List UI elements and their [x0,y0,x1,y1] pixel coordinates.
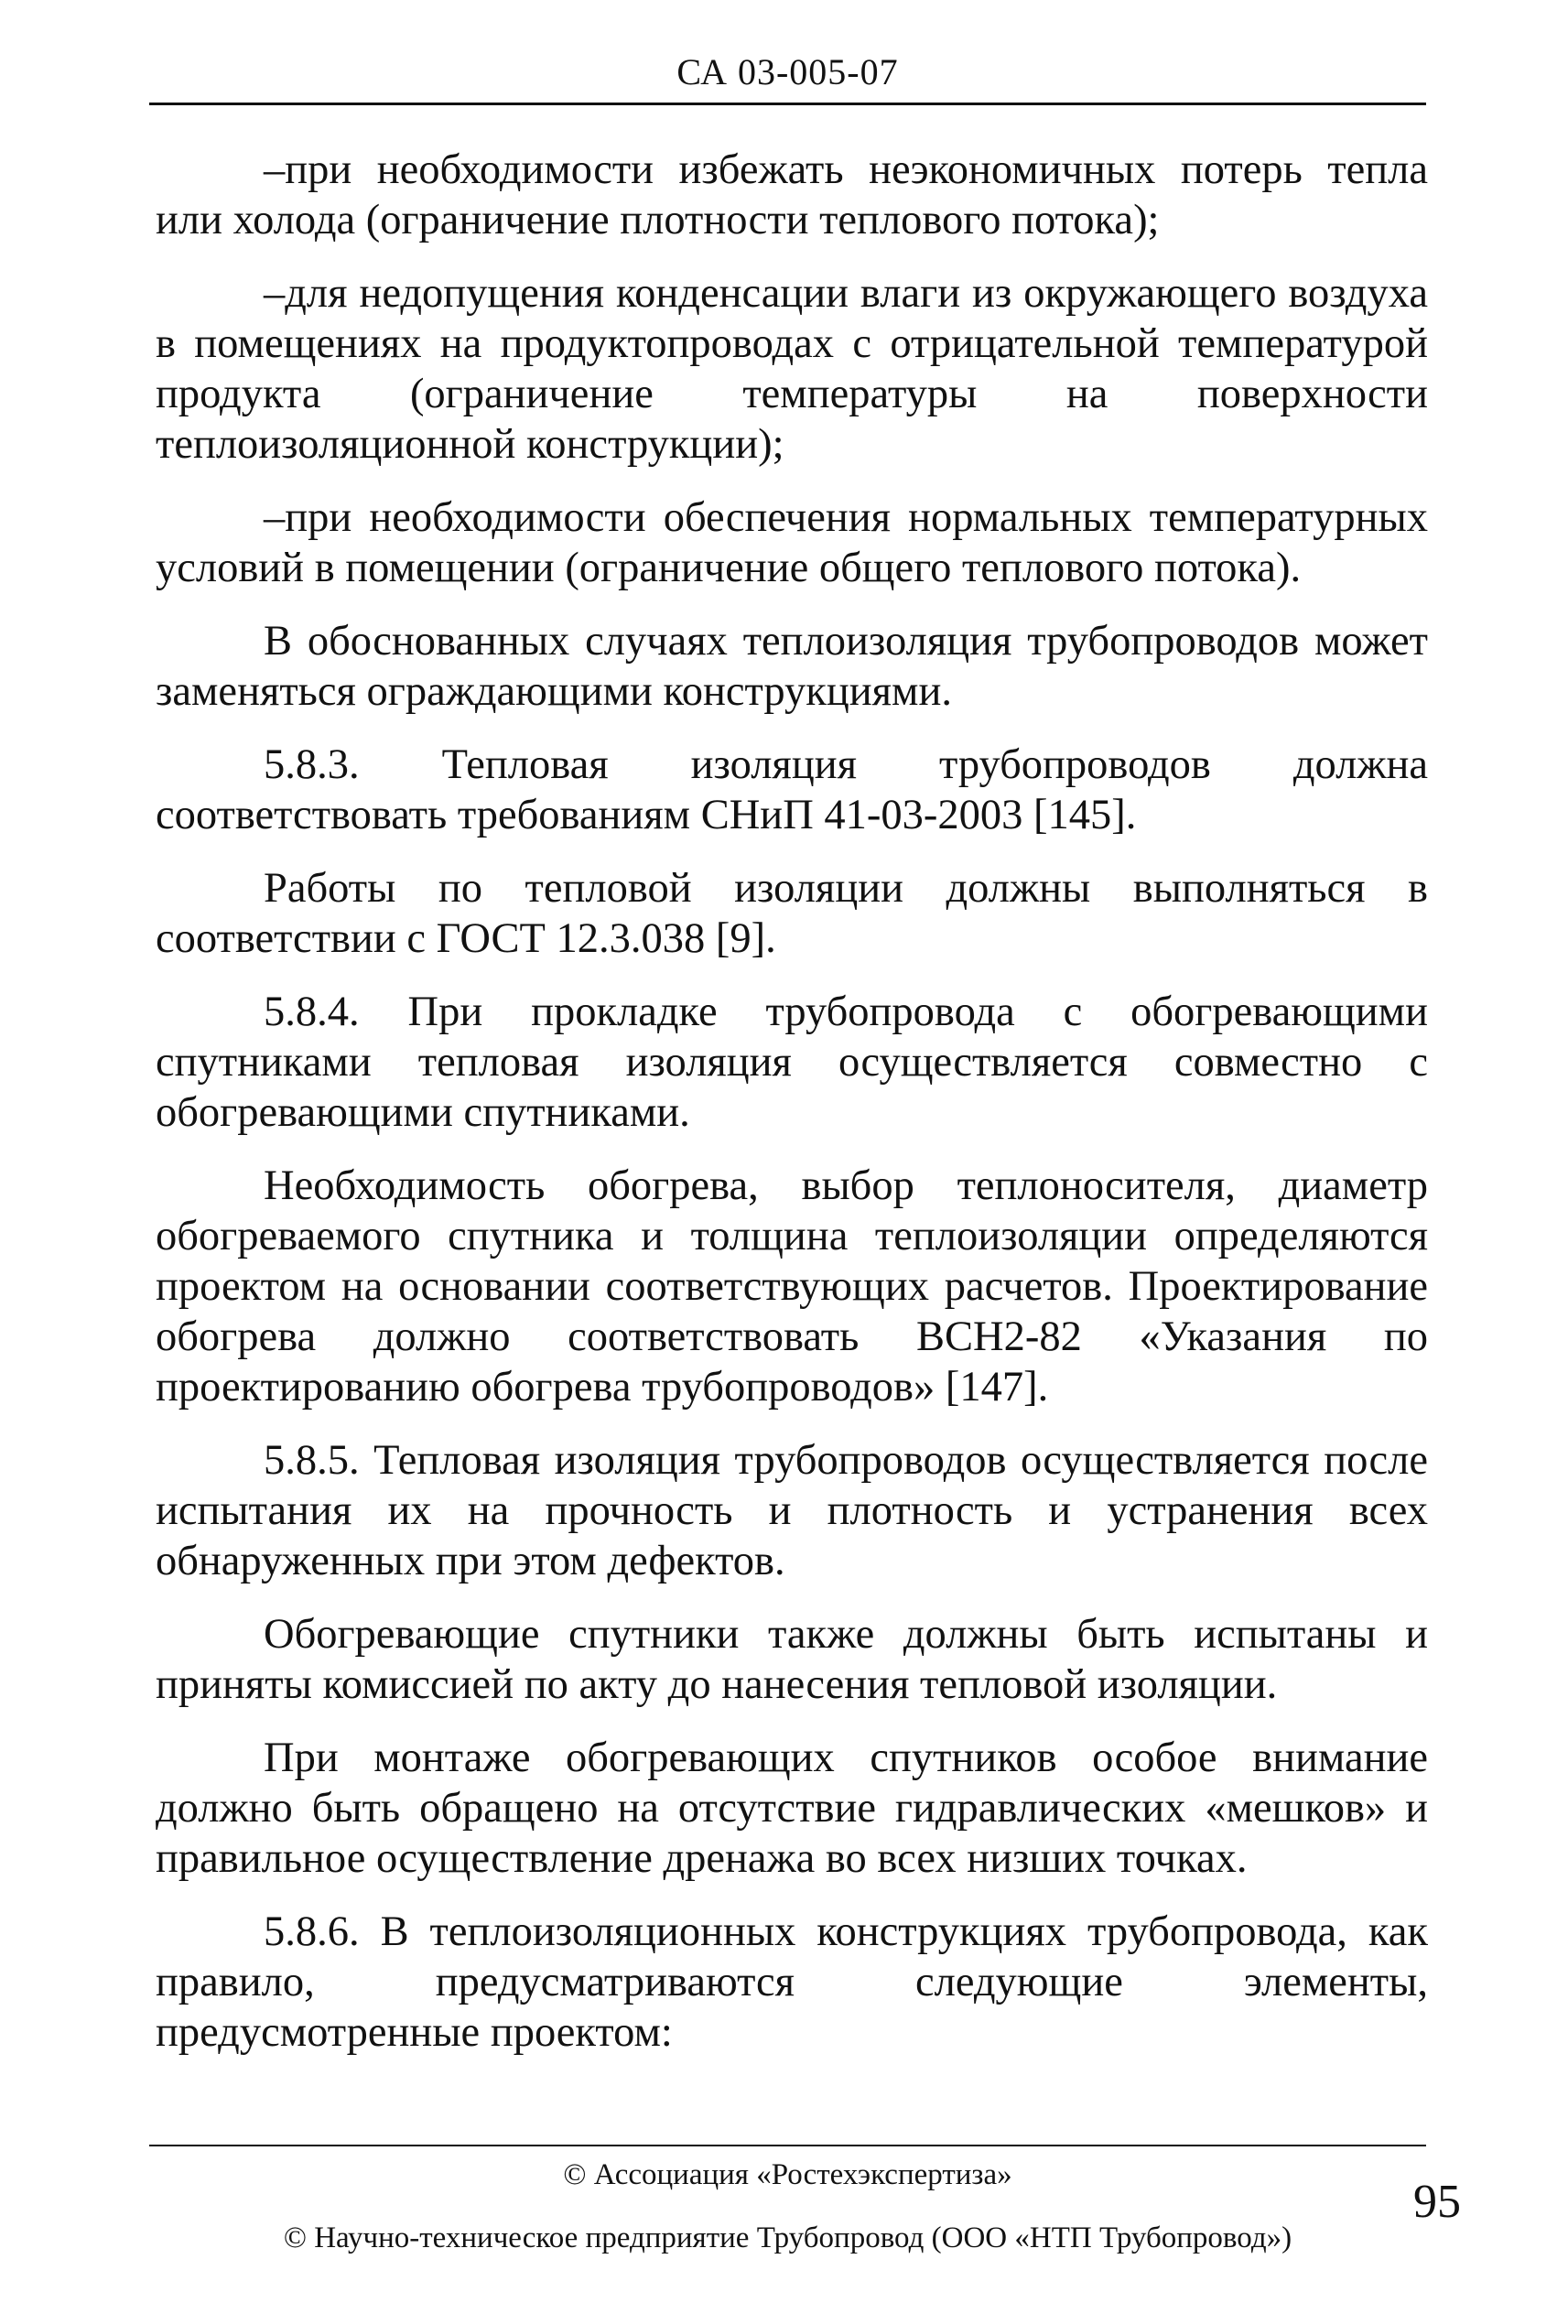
body-paragraph: Обогревающие спутники также должны быть испытаны и приняты комиссией по акту до нанесения тепловой изоляции. [156,1611,1428,1708]
section-paragraph-5-8-6: 5.8.6. В теплоизоляционных конструкциях трубопровода, как правило, предусматриваются следующие элементы, предусмотренные проектом: [156,1908,1428,2056]
list-item-paragraph: –для недопущения конденсации влаги из окружающего воздуха в помещениях на продуктопроводах с отрицательной температурой продукта (ограничение температуры на поверхности теплоизоляционной конструкции); [156,270,1428,468]
body-paragraph: При монтаже обогревающих спутников особое внимание должно быть обращено на отсутствие гидравлических «мешков» и правильное осуществление дренажа во всех низших точках. [156,1735,1428,1882]
footer-copyright-enterprise: © Научно-техническое предприятие Трубопровод (ООО «НТП Трубопровод») [283,2221,1292,2254]
page-number: 95 [1413,2176,1461,2228]
body-paragraph: Работы по тепловой изоляции должны выполняться в соответствии с ГОСТ 12.3.038 [9]. [156,865,1428,962]
body-paragraph: В обоснованных случаях теплоизоляция трубопроводов может заменяться ограждающими конструкциями. [156,618,1428,715]
document-code: СА 03-005-07 [676,51,899,92]
page-body [156,145,1428,2081]
section-paragraph-5-8-3: 5.8.3. Тепловая изоляция трубопроводов должна соответствовать требованиям СНиП 41-03-2003 [145]. [156,741,1428,838]
list-item-paragraph: –при необходимости избежать неэкономичных потерь тепла или холода (ограничение плотности теплового потока); [156,146,1428,243]
list-item-paragraph: –при необходимости обеспечения нормальных температурных условий в помещении (ограничение общего теплового потока). [156,494,1428,591]
page-header [149,48,1426,105]
section-paragraph-5-8-5: 5.8.5. Тепловая изоляция трубопроводов осуществляется после испытания их на прочность и плотность и устранения всех обнаруженных при этом дефектов. [156,1437,1428,1584]
footer-divider [149,2145,1426,2146]
section-paragraph-5-8-4: 5.8.4. При прокладке трубопровода с обогревающими спутниками тепловая изоляция осуществляется совместно с обогревающими спутниками. [156,989,1428,1136]
footer-copyright-association: © Ассоциация «Ростехэкспертиза» [563,2158,1012,2191]
body-paragraph: Необходимость обогрева, выбор теплоносителя, диаметр обогреваемого спутника и толщина теплоизоляции определяются проектом на основании соответствующих расчетов. Проектирование обогрева должно соответствовать ВСН2-82 «Указания по проектированию обогрева трубопроводов» [147]. [156,1162,1428,1411]
